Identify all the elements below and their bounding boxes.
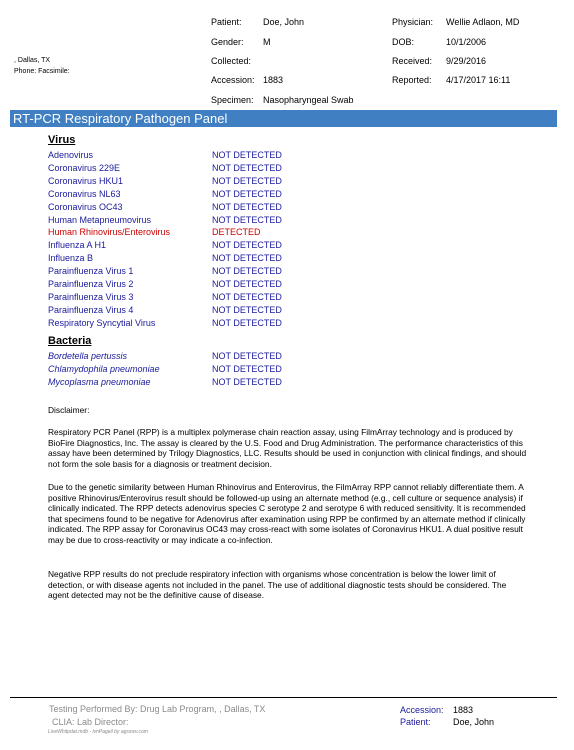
physician-label: Physician: <box>392 17 434 27</box>
received-value: 9/29/2016 <box>446 56 487 66</box>
footer-patient-value: Doe, John <box>453 717 495 727</box>
patient-label: Patient: <box>211 17 242 27</box>
reported-value: 4/17/2017 16:11 <box>446 75 511 85</box>
virus-result-row <box>48 304 528 317</box>
result-value: NOT DETECTED <box>212 304 282 315</box>
specimen-label: Specimen: <box>211 95 254 105</box>
pathogen-name: Human Rhinovirus/Enterovirus <box>48 227 171 238</box>
result-value: NOT DETECTED <box>212 363 282 374</box>
result-value: NOT DETECTED <box>212 376 282 387</box>
footer-clia: CLIA: Lab Director: <box>52 717 129 727</box>
pathogen-name: Coronavirus NL63 <box>48 188 121 199</box>
result-value: NOT DETECTED <box>212 266 282 277</box>
result-value: DETECTED <box>212 227 261 238</box>
pathogen-name: Parainfluenza Virus 3 <box>48 291 134 302</box>
pathogen-name: Parainfluenza Virus 1 <box>48 266 134 277</box>
gender-value: M <box>263 37 271 47</box>
pathogen-name: Influenza A H1 <box>48 240 107 251</box>
gender-label: Gender: <box>211 37 244 47</box>
virus-result-row <box>48 214 528 227</box>
received-label: Received: <box>392 56 433 66</box>
virus-result-row <box>48 317 528 330</box>
result-value: NOT DETECTED <box>212 279 282 289</box>
result-value: NOT DETECTED <box>212 175 282 186</box>
virus-result-row <box>48 278 528 291</box>
dob-label: DOB: <box>392 37 415 47</box>
accession-value: 1883 <box>263 75 284 85</box>
patient-value: Doe, John <box>263 17 305 27</box>
footer-testing-performed: Testing Performed By: Drug Lab Program, , Dallas, TX <box>49 704 266 714</box>
virus-result-row <box>48 291 528 304</box>
result-value: NOT DETECTED <box>212 351 282 361</box>
footer-accession-value: 1883 <box>453 705 474 715</box>
footer-source-note: LiveWhitpdat.mdb - lvnPageil by agsswv.com <box>48 729 148 735</box>
pathogen-name: Coronavirus 229E <box>48 162 121 173</box>
result-value: NOT DETECTED <box>212 214 282 225</box>
pathogen-name: Human Metapneumovirus <box>48 214 152 225</box>
pathogen-name: Coronavirus HKU1 <box>48 175 124 186</box>
virus-result-row <box>48 149 528 162</box>
virus-result-row <box>48 175 528 188</box>
pathogen-name: Respiratory Syncytial Virus <box>48 317 156 328</box>
clinic-phone: Phone: Facsimile: <box>14 68 70 75</box>
virus-result-row <box>48 201 528 214</box>
physician-value: Wellie Adlaon, MD <box>446 17 520 27</box>
result-value: NOT DETECTED <box>212 201 282 212</box>
pathogen-name: Coronavirus OC43 <box>48 201 123 212</box>
pathogen-name: Bordetella pertussis <box>48 351 128 361</box>
result-value: NOT DETECTED <box>212 240 282 251</box>
result-value: NOT DETECTED <box>212 253 282 264</box>
panel-title-banner: RT-PCR Respiratory Pathogen Panel <box>10 110 557 127</box>
specimen-value: Nasopharyngeal Swab <box>263 95 354 105</box>
bacteria-section-title: Bacteria <box>48 335 92 347</box>
dob-value: 10/1/2006 <box>446 37 487 47</box>
collected-label: Collected: <box>211 56 252 66</box>
disclaimer-title: Disclaimer: <box>48 405 90 415</box>
footer-patient-label: Patient: <box>400 717 431 727</box>
footer-accession-label: Accession: <box>400 705 444 715</box>
result-value: NOT DETECTED <box>212 150 282 160</box>
reported-label: Reported: <box>392 75 432 85</box>
bacteria-result-row <box>48 376 528 389</box>
pathogen-name: Mycoplasma pneumoniae <box>48 376 151 387</box>
result-value: NOT DETECTED <box>212 188 282 199</box>
virus-result-row <box>48 226 528 239</box>
pathogen-name: Influenza B <box>48 253 94 264</box>
footer-divider <box>10 697 557 698</box>
virus-result-row <box>48 239 528 252</box>
pathogen-name: Parainfluenza Virus 2 <box>48 279 134 289</box>
bacteria-result-row <box>48 363 528 376</box>
virus-section-title: Virus <box>48 134 76 146</box>
result-value: NOT DETECTED <box>212 162 282 173</box>
pathogen-name: Adenovirus <box>48 150 94 160</box>
pathogen-name: Chlamydophila pneumoniae <box>48 363 160 374</box>
disclaimer-paragraph-1: Respiratory PCR Panel (RPP) is a multiplex polymerase chain reaction assay, using FilmArray technology and is produced by BioFire Diagnostics, Inc. The assay is cleared by the U.S. Food and Drug Administration. The performance characteristics of this assay have been determined by Trilogy Diagnostics, LLC. Results should be used in conjunction with clinical findings, and should not form the sole basis for a diagnosis or treatment decision. <box>48 427 527 469</box>
result-value: NOT DETECTED <box>212 317 282 328</box>
virus-result-row <box>48 162 528 175</box>
clinic-city: , Dallas, TX <box>14 57 51 64</box>
bacteria-result-row <box>48 350 528 363</box>
result-value: NOT DETECTED <box>212 291 282 302</box>
virus-result-row <box>48 265 528 278</box>
disclaimer-paragraph-2: Due to the genetic similarity between Human Rhinovirus and Enterovirus, the FilmArray RPP cannot reliably differentiate them. A positive Rhinovirus/Enterovirus result should be followed-up using an alternate method (e.g., cell culture or sequence analysis) if clinically indicated. The RPP detects adenovirus species C serotype 2 and serotype 6 with reduced sensitivity. It is recommended that specimens found to be negative for Adenovirus after examination using RPP be confirmed by an alternate method if clinically indicated. The RPP assay for Coronavirus OC43 may cross-react with some isolates of Coronavirus HKU1. A dual positive result may be due to cross-reactivity or may indicate a co-infection. <box>48 482 526 545</box>
disclaimer-paragraph-3: Negative RPP results do not preclude respiratory infection with organisms whose concentration is below the lower limit of detection, or with disease agents not included in the panel. The use of additional diagnostic tests should be considered. The agent detected may not be the definitive cause of disease. <box>48 569 507 601</box>
virus-result-row <box>48 188 528 201</box>
pathogen-name: Parainfluenza Virus 4 <box>48 304 134 315</box>
accession-label: Accession: <box>211 75 255 85</box>
virus-result-row <box>48 252 528 265</box>
